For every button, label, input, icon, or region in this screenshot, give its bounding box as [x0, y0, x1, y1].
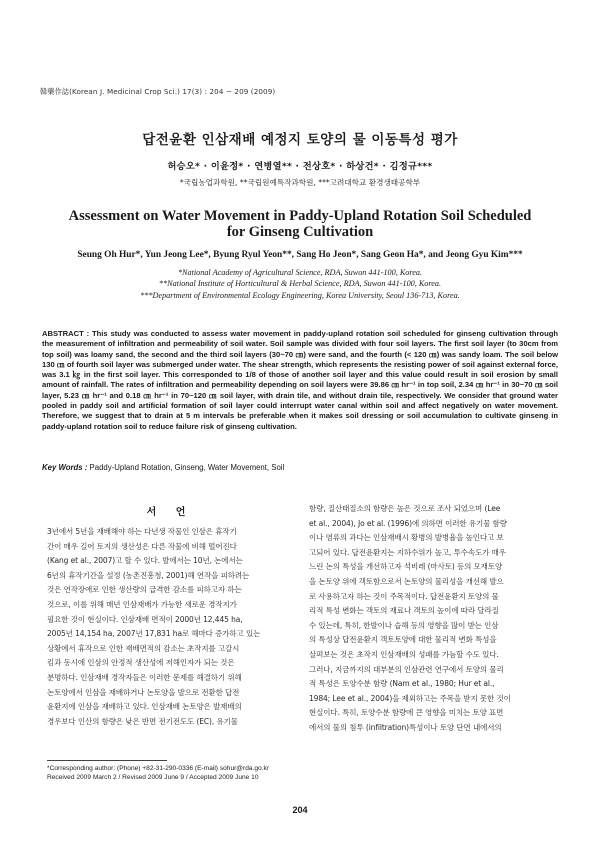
english-title-line2: for Ginseng Cultivation — [226, 224, 374, 240]
body-line: 느린 논의 특성을 개선하고자 석비레 (마사토) 등의 모재토양 — [309, 562, 503, 572]
body-line: 경우보다 인산의 함량은 낮은 반면 전기전도도 (EC), 유기물 — [47, 716, 238, 726]
corresponding-author: *Corresponding author: (Phone) +82-31-290-0336 (E-mail) sohur@rda.go.kr — [47, 765, 270, 772]
body-line: 논토양에서 인삼을 재배하거나 논토양을 발으로 전환한 답전 — [47, 687, 240, 697]
body-line: 간이 매우 길어 토지의 생산성은 다른 작물에 비해 떨어진다 — [47, 541, 237, 551]
body-line: et al., 2004), Jo et al. (1996)에 의하면 이러한 유기물 함량 — [309, 518, 507, 528]
body-line: 수 있는데, 특히, 한발이나 습해 등의 영향을 많이 받는 인삼 — [309, 620, 499, 630]
body-line: 리적 특성 변화는 객토의 재료나 객토의 높이에 따라 달라질 — [309, 606, 499, 616]
abstract-text: This study was conducted to assess water movement in paddy-upland rotation soil scheduled for ginseng cultivation through the measurement of infiltration and permeability of soil water. Soil sample was divided with four soil layers. The first soil layer (to 30cm from top soil) was loamy sand, the second and the third soil layers (30~70 ㎝) were sand, and the fourth (< 120 ㎝) was sandy loam. The soil below 130 ㎝ of fourth soil layer was submerged under water. The shear strength, which represents the resisting power of soil against external force, was 3.1 ㎏ in the first soil layer. This corresponded to 1/8 of those of another soil layer and this value could result in soil erosion by small amount of rainfall. The rates of infiltration and permeability depending on soil layers were 39.86 ㎝ hr⁻¹ in top soil, 2.34 ㎝ hr⁻¹ in 30~70 ㎝ soil layer, 5.23 ㎝ hr⁻¹ and 0.18 ㎝ hr⁻¹ in 70~120 ㎝ soil layer, with drain tile, and without drain tile, respectively. We consider that ground water pooled in paddy soil and artificial formation of soil layer could interrupt water canal within soil and affect negatively on water movement. Therefore, we suggest that to drain at 5 m intervals be preferable when it makes soil dressing or soil accumulation to cultivate ginseng in paddy-upland rotation soil to reduce failure risk of ginseng cultivation. — [42, 329, 558, 431]
korean-authors: 허승오* · 이윤정* · 연병열** · 전상호* · 하상건* · 김정규*** — [167, 161, 433, 172]
body-line: 의 특성상 답전윤환지 객토토양에 대한 물리적 변화 특성을 — [309, 635, 497, 645]
body-line: 분명하다. 인삼재배 경작자들은 이러한 문제를 해결하기 위해 — [47, 672, 242, 682]
body-line: 그러나, 지금까지의 대부분의 인삼관련 연구에서 토양의 물리 — [309, 664, 504, 674]
keywords-label: Key Words : — [42, 463, 88, 472]
body-line: 을 논토양 위에 객토함으로서 논토양의 물리성을 개선해 발으 — [309, 576, 504, 586]
page-number: 204 — [292, 805, 308, 815]
body-line: 3년에서 5년을 재배해야 하는 다년생 작물인 인삼은 휴작기 — [47, 527, 237, 536]
english-affiliations — [20, 267, 580, 301]
affiliation-2: **National Institute of Horticultural & Herbal Science, RDA, Suwon 441-100, Korea. — [158, 279, 442, 289]
body-line: 킴과 동시에 인삼의 안정적 생산성에 저해인자가 되는 것은 — [47, 658, 235, 668]
body-line: 고되어 있다. 답전윤환지는 지하수위가 높고, 투수속도가 매우 — [309, 547, 506, 557]
journal-citation: 韓藥作誌(Korean J. Medicinal Crop Sci.) 17(3) : 204 − 209 (2009) — [40, 87, 276, 96]
english-title-line1: Assessment on Water Movement in Paddy-Upland Rotation Soil Scheduled — [68, 208, 532, 224]
affiliation-3: ***Department of Environmental Ecology Engineering, Korea University, Seoul 136-713, Korea. — [140, 290, 460, 300]
keywords-text: Paddy-Upland Rotation, Ginseng, Water Movement, Soil — [89, 463, 285, 472]
english-authors: Seung Oh Hur*, Yun Jeong Lee*, Byung Ryul Yeon**, Sang Ho Jeon*, Sang Geon Ha*, and Jeong Gyu Kim*** — [77, 250, 523, 260]
body-line: 적 특성은 토양수분 함량 (Nam et al., 1980; Hur et al., — [309, 679, 495, 689]
abstract-label: ABSTRACT : — [42, 329, 90, 338]
body-line: 것은 연작장애로 인한 생산량의 급격한 감소를 피하고자 하는 — [47, 585, 242, 595]
body-line: 2005년 14,154 ha, 2007년 17,831 ha로 해마다 증가하고 있는 — [47, 629, 261, 639]
submission-dates: Received 2009 March 2 / Revised 2009 June 9 / Accepted 2009 June 10 — [47, 774, 259, 781]
body-line: 1984; Lee et al., 2004)을 제외하고는 주목을 받지 못한 것이 — [309, 693, 511, 703]
english-title — [40, 208, 560, 240]
footnote — [47, 764, 269, 782]
korean-title: 답전윤환 인삼재배 예정지 토양의 물 이동특성 평가 — [142, 132, 458, 148]
abstract — [42, 329, 558, 432]
body-column-right — [309, 502, 555, 736]
korean-affiliations: *국립농업과학원, **국립원예특작과학원, ***고려대학교 환경생태공학부 — [179, 178, 421, 187]
footnote-divider — [47, 760, 167, 761]
body-line: 현실이다. 특히, 토양수분 함량에 큰 영향을 미치는 토양 표면 — [309, 708, 504, 718]
keywords — [42, 463, 558, 472]
body-line: (Kang et al., 2007)고 할 수 있다. 발에서는 10년, 논에서는 — [47, 556, 243, 566]
body-line: 함량, 질산태질소의 함량은 높은 것으로 조사 되었으며 (Lee — [309, 504, 501, 513]
body-line: 살펴보는 것은 초작지 인삼재배의 성패를 가늠할 수도 있다. — [309, 649, 499, 659]
section-heading-introduction: 서 언 — [146, 507, 194, 518]
body-line: 것으로, 이를 위해 매년 인삼재배가 가능한 새로운 경작지가 — [47, 599, 237, 609]
body-line: 윤환지에 인삼을 재배하고 있다. 인삼재배 논토양은 발재배의 — [47, 702, 242, 712]
body-column-left — [47, 525, 293, 729]
body-line: 에서의 물의 침투 (infiltration)특성이나 토양 단면 내에서의 — [309, 722, 502, 732]
body-line: 로 사용하고자 하는 것이 주목적이다. 답전윤환지 토양의 물 — [309, 591, 499, 601]
body-line: 6년의 휴작기간을 설정 (농촌진흥청, 2001)해 연작을 피하려는 — [47, 570, 250, 580]
affiliation-1: *National Academy of Agricultural Science, RDA, Suwon 441-100, Korea. — [177, 268, 423, 277]
body-line: 상황에서 휴작으로 인한 재배면적의 감소는 초작지를 고갈시 — [47, 643, 240, 653]
body-line: 필요한 것이 현실이다. 인삼재배 면적이 2000년 12,445 ha, — [47, 614, 243, 624]
body-line: 이나 염류의 과다는 인삼재배시 황병의 발병율을 높인다고 보 — [309, 533, 504, 543]
